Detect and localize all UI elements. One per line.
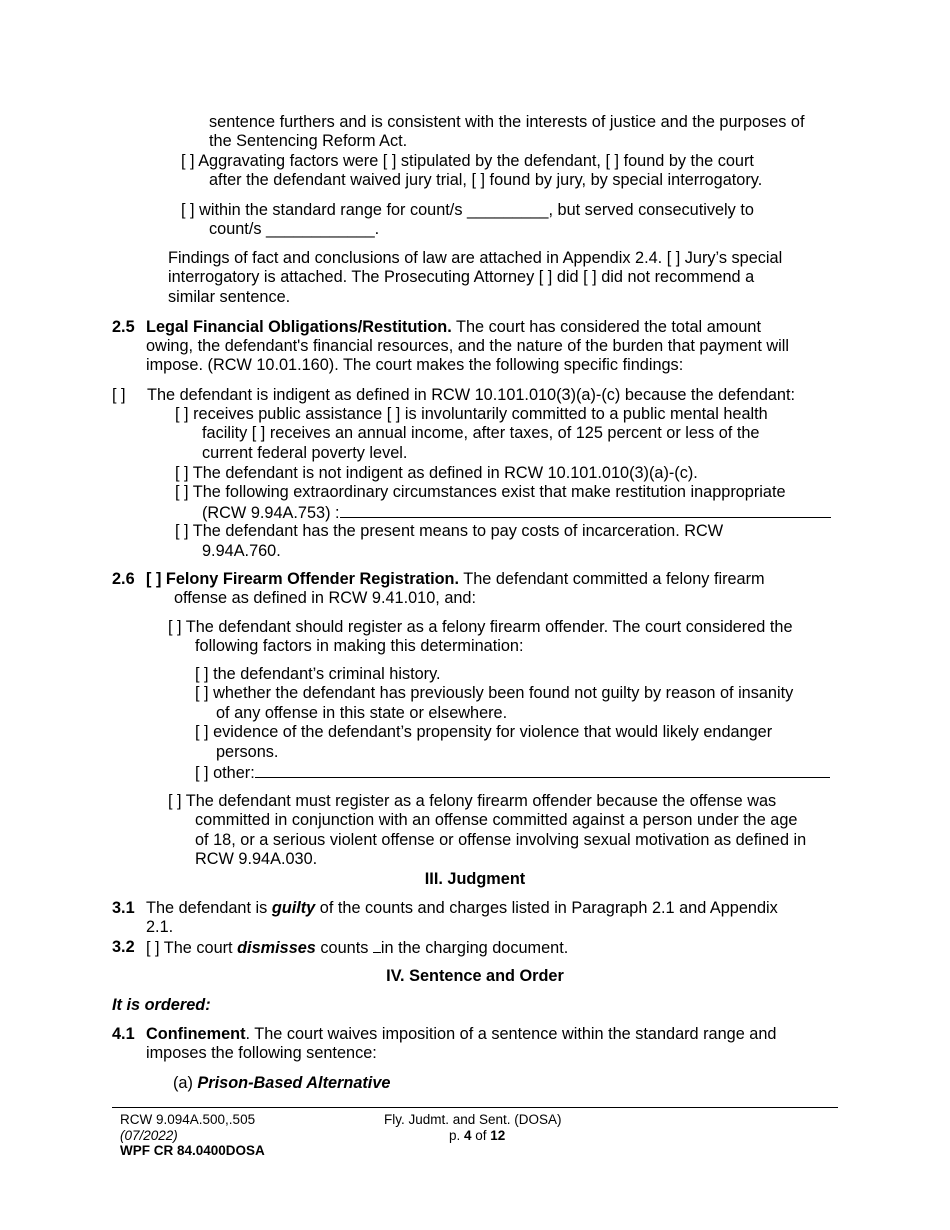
text-line: sentence furthers and is consistent with the interests of justice and the purposes of [209,113,805,131]
text-span: of [471,1128,491,1143]
text-span: p. [449,1128,465,1143]
dismisses-line [146,938,568,958]
text-span: in the charging document. [380,939,569,957]
footer-form-number: WPF CR 84.0400DOSA [120,1143,265,1158]
not-indigent-option[interactable]: [ ] The defendant is not indigent as defined in RCW 10.101.010(3)(a)-(c). [175,464,698,482]
text-line: 2.1. [146,918,174,936]
section-text: owing, the defendant's financial resources, and the nature of the burden that payment will [146,337,790,355]
text-span: counts [315,939,373,957]
must-register-option[interactable]: [ ] The defendant must register as a felony firearm offender because the offense was [168,792,777,810]
current-page: 4 [464,1128,472,1143]
restitution-blank[interactable] [340,503,831,518]
counts-blank[interactable] [373,938,381,953]
standard-range-option[interactable]: [ ] within the standard range for count/s _________, but served consecutively to [181,201,754,219]
text-line: of 18, or a serious violent offense or offense involving sexual motivation as defined in [195,831,807,849]
should-register-option[interactable]: [ ] The defendant should register as a felony firearm offender. The court considered the [168,618,793,636]
section-number: 2.6 [112,570,135,588]
criminal-history-option[interactable]: [ ] the defendant’s criminal history. [195,665,441,683]
indigent-text: The defendant is indigent as defined in RCW 10.101.010(3)(a)-(c) because the defendant: [147,386,796,404]
guilty-term: guilty [271,899,316,917]
section-heading: Legal Financial Obligations/Restitution. [146,318,452,336]
findings-text: interrogatory is attached. The Prosecuting Attorney [ ] did [ ] did not recommend a [168,268,755,286]
text-line: count/s ____________. [209,220,380,238]
text-line: persons. [216,743,279,761]
section-number: 2.5 [112,318,135,336]
other-option[interactable]: [ ] other: [195,764,255,782]
dismisses-term: dismisses [237,939,316,957]
section-text: The defendant committed a felony firearm [459,570,765,588]
prison-based-heading: Prison-Based Alternative [197,1074,391,1092]
judgment-heading: III. Judgment [424,870,526,888]
restitution-line [202,503,831,523]
section-number: 3.1 [112,899,135,917]
section-text: impose. (RCW 10.01.160). The court makes the following specific findings: [146,356,684,374]
text-span: The defendant is [146,899,272,917]
text-line: committed in conjunction with an offense committed against a person under the age [195,811,798,829]
public-assistance-option[interactable]: [ ] receives public assistance [ ] is involuntarily committed to a public mental health [175,405,768,423]
aggravating-factors-option[interactable]: [ ] Aggravating factors were [ ] stipulated by the defendant, [ ] found by the court [181,152,754,170]
section-number: 4.1 [112,1025,135,1043]
text-span: of the counts and charges listed in Paragraph 2.1 and Appendix [315,899,778,917]
text-span: . The court waives imposition of a sentence within the standard range and [245,1025,777,1043]
prison-based-line [173,1074,390,1093]
text-line: 9.94A.760. [202,542,281,560]
insanity-option[interactable]: [ ] whether the defendant has previously been found not guilty by reason of insanity [195,684,794,702]
footer-page-number [449,1128,505,1144]
indigent-checkbox[interactable]: [ ] [112,386,126,404]
present-means-option[interactable]: [ ] The defendant has the present means to pay costs of incarceration. RCW [175,522,724,540]
text-span: (a) [173,1074,198,1092]
text-line: after the defendant waived jury trial, [ ] found by jury, by special interrogatory. [209,171,763,189]
sentence-heading: IV. Sentence and Order [386,967,564,985]
footer-rcw: RCW 9.094A.500,.505 [120,1112,256,1127]
section-number: 3.2 [112,938,135,956]
section-text: offense as defined in RCW 9.41.010, and: [174,589,477,607]
dismiss-option[interactable]: [ ] The court [146,939,238,957]
text-line: of any offense in this state or elsewhere. [216,704,508,722]
other-blank[interactable] [255,763,830,778]
propensity-option[interactable]: [ ] evidence of the defendant’s propensity for violence that would likely endanger [195,723,773,741]
text-line: imposes the following sentence: [146,1044,377,1062]
other-line [195,763,830,783]
it-is-ordered: It is ordered: [112,996,211,1014]
findings-text: Findings of fact and conclusions of law are attached in Appendix 2.4. [ ] Jury’s special [168,249,783,267]
total-pages: 12 [490,1128,506,1143]
text-line: following factors in making this determination: [195,637,524,655]
text-line: facility [ ] receives an annual income, after taxes, of 125 percent or less of the [202,424,760,442]
findings-text: similar sentence. [168,288,291,306]
text-line: current federal poverty level. [202,444,408,462]
text-line: (RCW 9.94A.753) : [202,504,340,522]
section-2-5-line [146,318,761,337]
guilty-line [146,899,778,918]
text-line: the Sentencing Reform Act. [209,132,408,150]
section-text: The court has considered the total amount [451,318,761,336]
extraordinary-circumstances-option[interactable]: [ ] The following extraordinary circumstances exist that make restitution inappropriate [175,483,786,501]
footer-form-title: Fly. Judmt. and Sent. (DOSA) [384,1112,562,1127]
footer-divider [112,1107,838,1108]
text-line: RCW 9.94A.030. [195,850,318,868]
section-heading[interactable]: [ ] Felony Firearm Offender Registration. [146,570,460,588]
section-2-6-line [146,570,765,589]
confinement-line [146,1025,776,1044]
confinement-heading: Confinement [146,1025,246,1043]
footer-date: (07/2022) [120,1128,178,1143]
